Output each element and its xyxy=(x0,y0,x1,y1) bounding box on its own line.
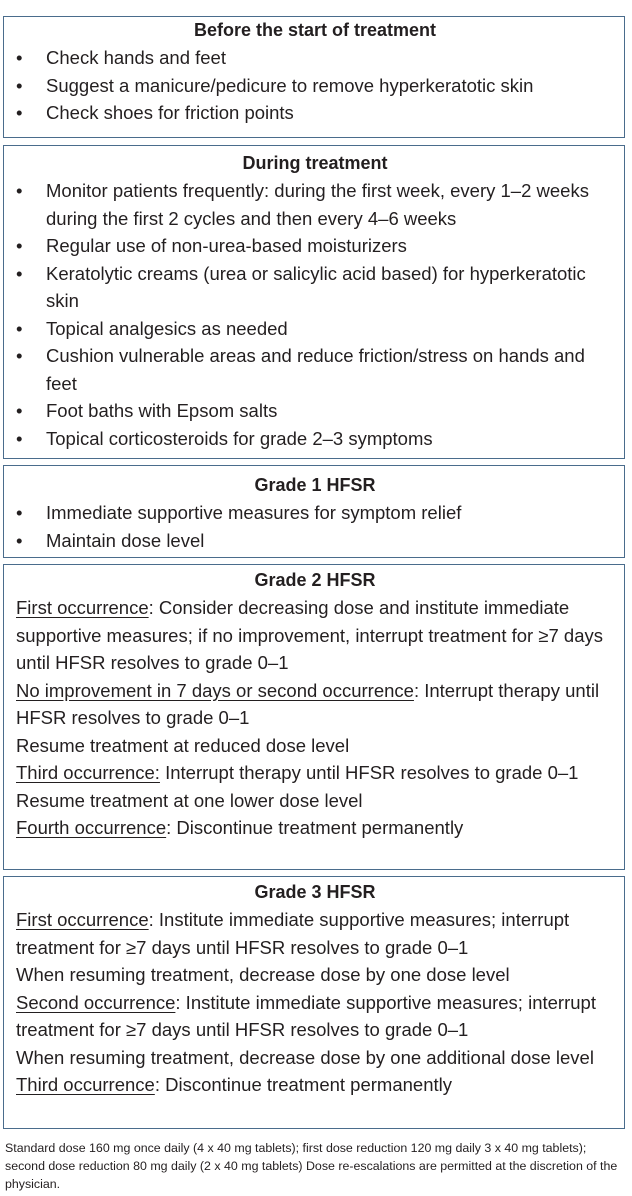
grade1-list xyxy=(16,499,614,554)
grade3-third-label: Third occurrence xyxy=(16,1074,155,1095)
grade3-first-label: First occurrence xyxy=(16,909,149,930)
dose-footnote: Standard dose 160 mg once daily (4 x 40 mg tablets); first dose reduction 120 mg daily 3 x 40 mg tablets); second dose reduction 80 mg daily (2 x 40 mg tablets) Dose re-escalations are permitted at the discretion of the physician. xyxy=(5,1141,618,1191)
list-item: • Maintain dose level xyxy=(16,527,614,555)
list-item: • Foot baths with Epsom salts xyxy=(16,397,614,425)
grade2-noimp-resume: Resume treatment at reduced dose level xyxy=(16,734,350,756)
grade2-noimp-label: No improvement in 7 days or second occurrence xyxy=(16,679,414,701)
grade3-second-text: : Institute immediate supportive measures; interrupt treatment for ≥7 days until HFSR resolves to grade 0–1 xyxy=(16,991,596,1040)
grade3-second-label: Second occurrence xyxy=(16,991,176,1013)
grade3-first-text: : Institute immediate supportive measures; interrupt treatment for ≥7 days until HFSR resolves to grade 0–1 xyxy=(16,909,570,958)
grade3-second-resume: When resuming treatment, decrease dose by one additional dose level xyxy=(16,1046,594,1068)
list-item: • Keratolytic creams (urea or salicylic acid based) for hyperkeratotic skin xyxy=(16,260,614,315)
list-item: • Topical analgesics as needed xyxy=(16,315,614,343)
before-treatment-heading: Before the start of treatment xyxy=(193,20,437,40)
grade2-box xyxy=(3,564,625,870)
grade2-third-resume: Resume treatment at one lower dose level xyxy=(16,789,363,811)
before-treatment-list xyxy=(16,44,614,127)
grade3-heading: Grade 3 HFSR xyxy=(254,882,376,902)
grade3-second-occurrence xyxy=(16,989,614,1044)
grade3-box xyxy=(3,876,625,1129)
grade2-first-label: First occurrence xyxy=(16,597,149,618)
grade3-first-resume: When resuming treatment, decrease dose by one dose level xyxy=(16,964,510,985)
grade2-third-label: Third occurrence: xyxy=(16,762,160,783)
grade1-box xyxy=(3,465,625,558)
list-item: • Topical corticosteroids for grade 2–3 symptoms xyxy=(16,425,614,453)
grade2-third-text: Interrupt therapy until HFSR resolves to grade 0–1 xyxy=(159,762,579,783)
grade2-third-occurrence xyxy=(16,759,614,787)
grade3-third-occurrence xyxy=(16,1071,614,1099)
list-item: • Check shoes for friction points xyxy=(16,99,614,127)
grade2-heading: Grade 2 HFSR xyxy=(254,570,376,590)
grade3-third-text: : Discontinue treatment permanently xyxy=(154,1074,452,1095)
grade2-fourth-text: : Discontinue treatment permanently xyxy=(166,817,464,838)
list-item: • Immediate supportive measures for symptom relief xyxy=(16,499,614,527)
grade2-first-occurrence xyxy=(16,594,614,677)
grade2-fourth-label: Fourth occurrence xyxy=(16,817,167,838)
before-treatment-box xyxy=(3,16,625,138)
list-item: • Suggest a manicure/pedicure to remove hyperkeratotic skin xyxy=(16,72,614,100)
grade2-first-text: : Consider decreasing dose and institute immediate supportive measures; if no improvement, interrupt treatment for ≥7 days until HFSR resolves to grade 0–1 xyxy=(16,597,603,673)
list-item: • Regular use of non-urea-based moisturizers xyxy=(16,232,614,260)
list-item: • Cushion vulnerable areas and reduce friction/stress on hands and feet xyxy=(16,342,614,397)
grade2-noimp-text: : Interrupt therapy until HFSR resolves to grade 0–1 xyxy=(16,679,600,728)
grade1-heading: Grade 1 HFSR xyxy=(254,475,376,495)
list-item: • Check hands and feet xyxy=(16,44,614,72)
during-treatment-list xyxy=(16,177,614,452)
grade2-fourth-occurrence xyxy=(16,814,614,842)
during-treatment-heading: During treatment xyxy=(242,153,388,173)
grade2-no-improvement xyxy=(16,677,614,732)
grade3-first-occurrence xyxy=(16,906,614,961)
during-treatment-box xyxy=(3,145,625,459)
list-item: • Monitor patients frequently: during the first week, every 1–2 weeks during the first 2 cycles and then every 4–6 weeks xyxy=(16,177,614,232)
